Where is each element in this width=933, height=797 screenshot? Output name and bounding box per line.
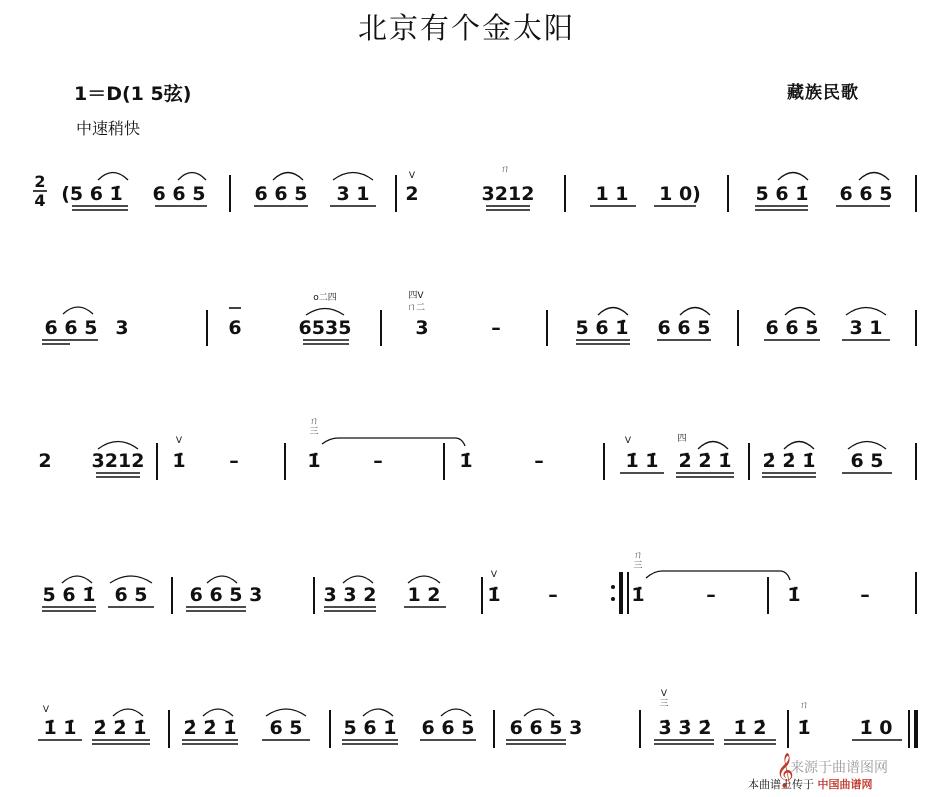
slur — [207, 576, 237, 583]
bowing-mark: V — [408, 171, 416, 181]
fingering-mark: ㄇ二 — [406, 303, 426, 313]
watermark-prefix: 本曲谱上传于 — [748, 778, 814, 791]
note-group: 1̇ — [307, 450, 321, 472]
bowing-mark: V — [175, 436, 183, 446]
note-group: 1̇ 0 — [859, 717, 893, 739]
note-group: 6 5 — [114, 584, 148, 606]
slur — [98, 442, 138, 450]
slur — [859, 173, 889, 181]
note-group: 6 5 — [850, 450, 884, 472]
note-group: 1̇ — [787, 584, 801, 606]
note-group: 3212 — [91, 450, 145, 472]
slur — [98, 173, 128, 181]
time-signature-top: 2 — [34, 172, 46, 191]
note-group: 6535 — [298, 317, 352, 339]
slur — [113, 709, 143, 716]
repeat-dot — [611, 585, 615, 589]
note-group: 1̇ 2̇ — [733, 717, 767, 739]
note-group: 6 6 5 — [152, 183, 206, 205]
note-group: 5 6 1̇ — [42, 584, 96, 606]
rest-dash: – — [548, 584, 558, 606]
note-group: 5 6 1̇ — [575, 317, 629, 339]
rest-dash: – — [373, 450, 383, 472]
score-row-5 — [38, 689, 916, 748]
slur — [343, 576, 373, 583]
fingering-mark: o二四 — [313, 293, 337, 303]
slur — [273, 173, 303, 181]
bowing-mark: ㄇ — [500, 165, 510, 175]
rest-dash: – — [491, 317, 501, 339]
treble-clef-icon: 𝄞 — [776, 753, 794, 788]
note-group: 1̇ — [459, 450, 473, 472]
rest-dash: – — [229, 450, 239, 472]
note-group: 1 1 — [595, 183, 629, 205]
bowing-mark: V — [660, 689, 668, 699]
rest-dash: – — [534, 450, 544, 472]
note-group: 6 6 5 — [254, 183, 308, 205]
slur — [784, 442, 814, 450]
slur — [524, 709, 554, 716]
slur — [778, 173, 808, 181]
note-group: 5 6 1̇ — [755, 183, 809, 205]
watermark — [748, 754, 933, 797]
bowing-mark: V — [490, 570, 498, 580]
tempo-marking: 中速稍快 — [76, 119, 141, 138]
slur — [62, 576, 92, 583]
slur — [598, 308, 628, 316]
note-group: 6 6 5 — [44, 317, 98, 339]
bowing-mark: ㄇ — [799, 701, 809, 711]
note-group: 5 6 1̇ — [343, 717, 397, 739]
score-row-2 — [42, 290, 916, 346]
fingering-mark: 三 — [309, 427, 319, 437]
slur — [363, 709, 393, 716]
note-group: 6 6 5 — [657, 317, 711, 339]
slur — [680, 308, 710, 316]
note-group: 1 2 — [407, 584, 441, 606]
note-group: 6 6 5 3 — [189, 584, 263, 606]
note-group: 3 3 2 — [323, 584, 377, 606]
note-group: 2̇ 2̇ 1̇ — [678, 450, 732, 472]
slur — [785, 308, 815, 316]
note-group: 2 — [405, 183, 419, 205]
note-group: 6 — [228, 317, 242, 339]
slur — [846, 308, 886, 316]
slur — [63, 307, 93, 314]
slur — [306, 309, 344, 316]
fingering-mark: 四V — [408, 291, 424, 301]
score-row-1 — [61, 165, 916, 212]
bowing-mark: V — [624, 436, 632, 446]
song-origin: 藏族民歌 — [787, 83, 859, 103]
note-group: 3 — [415, 317, 429, 339]
bowing-mark: ㄇ — [633, 551, 643, 561]
slur — [441, 709, 471, 716]
note-group: 1̇ — [172, 450, 186, 472]
note-group: 2̇ 2̇ 1̇ — [93, 717, 147, 739]
bowing-mark: V — [42, 705, 50, 715]
slur — [333, 173, 373, 181]
note-group: 6 6 5 3 — [509, 717, 583, 739]
note-group: 1̇ — [631, 584, 645, 606]
note-group: 2̇ 2̇ 1̇ — [762, 450, 816, 472]
slur — [266, 709, 306, 716]
slur — [698, 442, 728, 450]
note-group: 1̇ 1̇ — [43, 717, 77, 739]
note-group: 3212 — [481, 183, 535, 205]
fingering-mark: 三 — [633, 561, 643, 571]
page-title: 北京有个金太阳 — [357, 11, 575, 45]
slur — [203, 709, 233, 716]
rest-dash: – — [860, 584, 870, 606]
note-group: 6 5 — [269, 717, 303, 739]
watermark-brand: 中国曲谱网 — [817, 778, 873, 791]
repeat-dot — [611, 597, 615, 601]
fingering-mark: 四 — [677, 434, 687, 444]
note-group: 6 6 5 — [421, 717, 475, 739]
rest-dash: – — [706, 584, 716, 606]
bowing-mark: ㄇ — [309, 417, 319, 427]
note-group: 3̇ 3̇ 2̇ — [658, 717, 712, 739]
note-group: 2̇ 2̇ 1̇ — [183, 717, 237, 739]
slur — [848, 442, 886, 450]
slur — [110, 576, 152, 583]
note-group: 3 1 — [336, 183, 370, 205]
watermark-upload-text — [748, 776, 873, 792]
key-signature: 1＝D(1 5弦) — [74, 83, 192, 105]
note-group: (5 6 1̇ — [61, 183, 123, 205]
note-group: 1̇ — [487, 584, 501, 606]
note-group: 6 6 5 — [765, 317, 819, 339]
note-group: 1̇ — [797, 717, 811, 739]
note-group: 1 0) — [659, 183, 701, 205]
watermark-source-text: 来源于曲谱图网 — [790, 760, 888, 776]
slur — [178, 173, 206, 181]
note-group: 6 6 5 — [839, 183, 893, 205]
note-group: 3 — [115, 317, 129, 339]
note-group: 3 1 — [849, 317, 883, 339]
note-group: 1̇ 1̇ — [625, 450, 659, 472]
note-group: 2 — [38, 450, 52, 472]
score-row-4 — [42, 551, 916, 614]
score-row-3 — [38, 417, 916, 480]
slur — [408, 576, 440, 583]
fingering-mark: 三 — [659, 699, 669, 709]
time-signature-bottom: 4 — [34, 191, 46, 210]
